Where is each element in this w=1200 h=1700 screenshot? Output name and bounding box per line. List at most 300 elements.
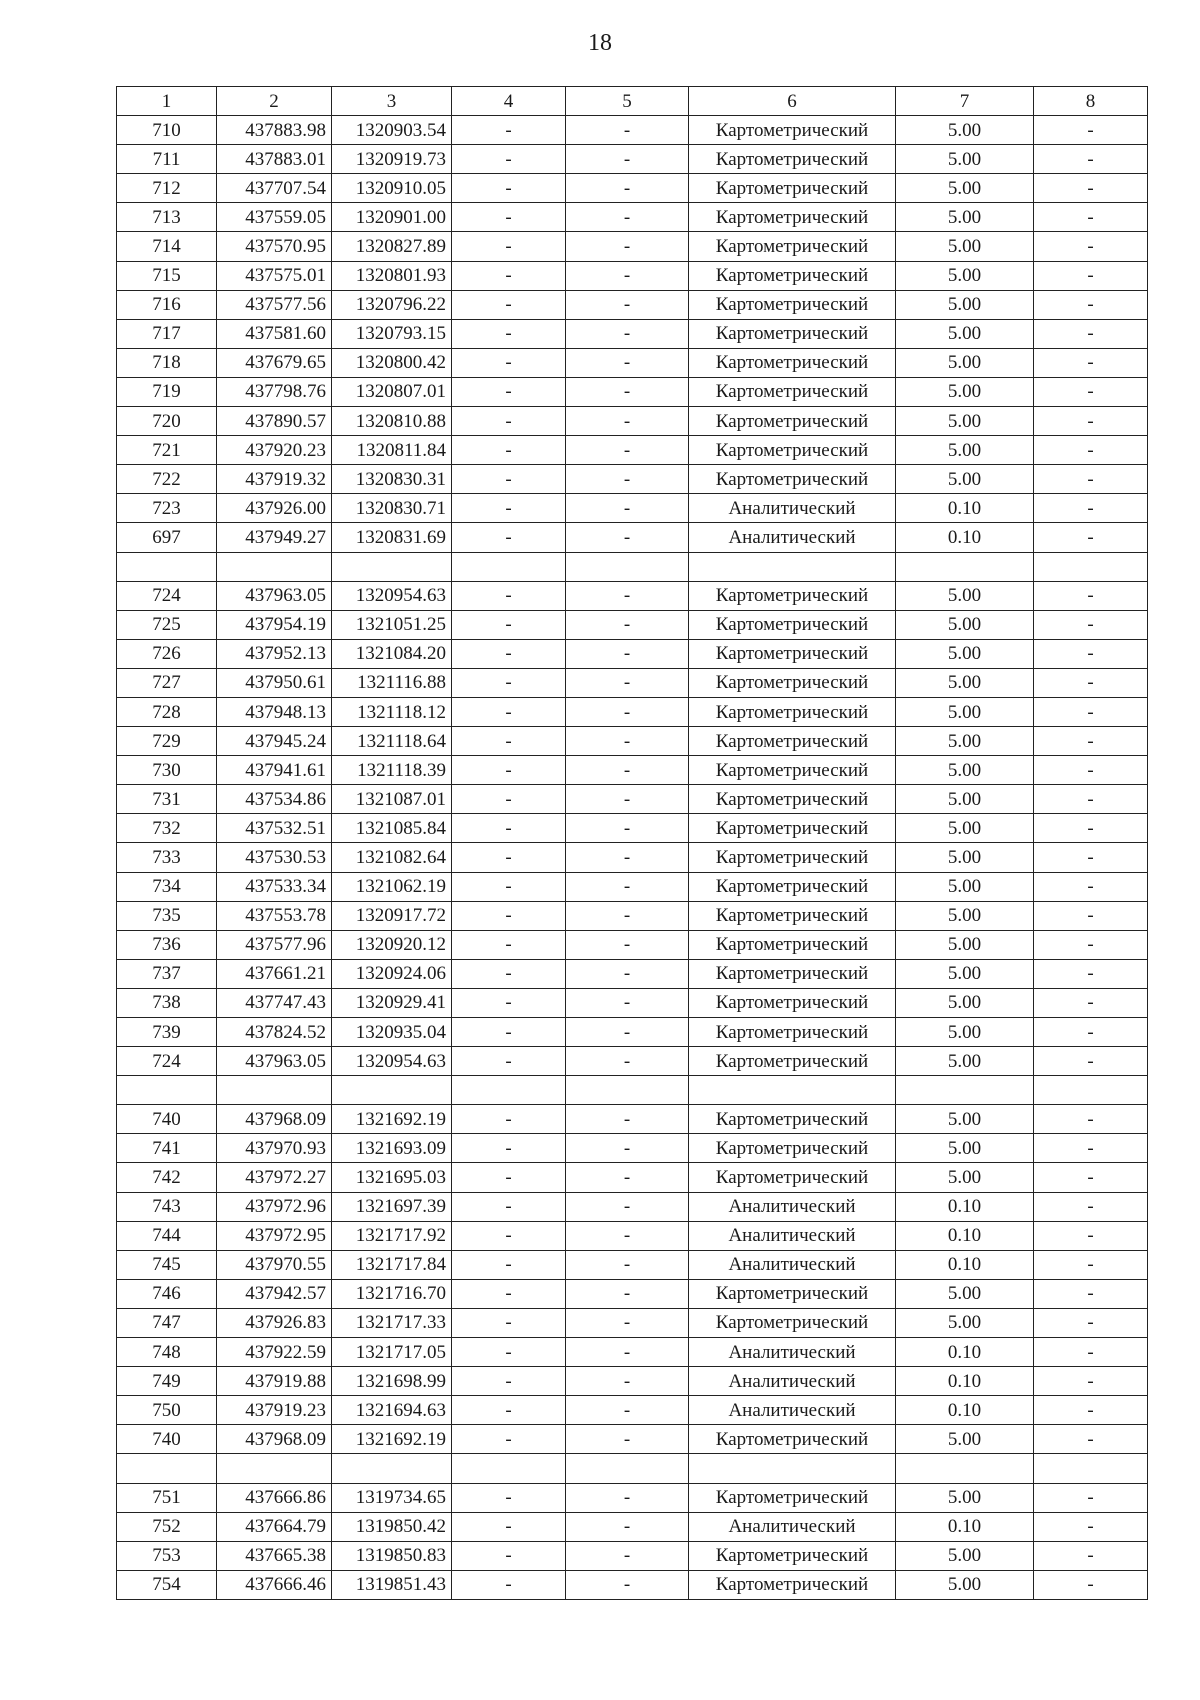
table-cell: -	[452, 1541, 566, 1570]
table-cell	[689, 1454, 896, 1483]
table-row	[117, 494, 1148, 523]
table-cell: -	[452, 1250, 566, 1279]
table-cell: -	[452, 261, 566, 290]
table-cell: -	[566, 756, 689, 785]
table-cell: Аналитический	[689, 494, 896, 523]
table-cell: 1321085.84	[332, 814, 452, 843]
table-cell: 437747.43	[217, 988, 332, 1017]
table-cell: -	[1034, 930, 1148, 959]
table-cell: -	[452, 436, 566, 465]
table-cell: 437920.23	[217, 436, 332, 465]
table-row	[117, 1338, 1148, 1367]
table-cell: -	[566, 1221, 689, 1250]
table-cell: 5.00	[896, 290, 1034, 319]
table-row	[117, 1396, 1148, 1425]
table-cell	[332, 1076, 452, 1105]
table-cell: 744	[117, 1221, 217, 1250]
table-cell: Картометрический	[689, 697, 896, 726]
table-cell: 437534.86	[217, 785, 332, 814]
table-cell: 736	[117, 930, 217, 959]
table-cell: 1321051.25	[332, 610, 452, 639]
table-cell: 735	[117, 901, 217, 930]
table-cell: 437666.86	[217, 1483, 332, 1512]
table-cell: -	[1034, 1425, 1148, 1454]
table-cell: 437530.53	[217, 843, 332, 872]
table-cell: -	[566, 116, 689, 145]
table-cell: 0.10	[896, 1221, 1034, 1250]
table-cell: -	[452, 232, 566, 261]
table-cell: 1320910.05	[332, 174, 452, 203]
table-cell: -	[566, 232, 689, 261]
table-row	[117, 1541, 1148, 1570]
table-cell: -	[1034, 1018, 1148, 1047]
table-cell: 728	[117, 697, 217, 726]
table-cell: -	[452, 1512, 566, 1541]
table-cell: 1320810.88	[332, 407, 452, 436]
table-cell: 729	[117, 727, 217, 756]
table-cell: 1320807.01	[332, 377, 452, 406]
table-cell: -	[566, 1134, 689, 1163]
table-cell: 5.00	[896, 1018, 1034, 1047]
table-cell: 0.10	[896, 494, 1034, 523]
table-cell: -	[566, 1367, 689, 1396]
table-cell: -	[566, 348, 689, 377]
table-cell: 437972.96	[217, 1192, 332, 1221]
table-cell: 437926.00	[217, 494, 332, 523]
table-cell: -	[1034, 319, 1148, 348]
table-row	[117, 901, 1148, 930]
table-cell: -	[452, 319, 566, 348]
table-cell: 740	[117, 1425, 217, 1454]
table-cell: 1320800.42	[332, 348, 452, 377]
table-cell: 1321082.64	[332, 843, 452, 872]
table-cell: 745	[117, 1250, 217, 1279]
table-cell: 5.00	[896, 610, 1034, 639]
table-cell	[332, 1454, 452, 1483]
table-cell: -	[452, 1279, 566, 1308]
table-cell: -	[566, 1250, 689, 1279]
table-row	[117, 988, 1148, 1017]
table-cell: -	[1034, 1047, 1148, 1076]
table-row	[117, 407, 1148, 436]
table-cell: -	[1034, 1367, 1148, 1396]
table-cell: 437970.55	[217, 1250, 332, 1279]
table-cell: 743	[117, 1192, 217, 1221]
table-row	[117, 145, 1148, 174]
table-cell: 437968.09	[217, 1425, 332, 1454]
table-cell	[566, 1076, 689, 1105]
table-row	[117, 610, 1148, 639]
table-cell: 715	[117, 261, 217, 290]
table-cell: 5.00	[896, 174, 1034, 203]
table-cell: -	[566, 1192, 689, 1221]
table-cell: -	[566, 407, 689, 436]
table-cell: -	[452, 174, 566, 203]
table-cell: 1321116.88	[332, 668, 452, 697]
table-cell	[896, 1076, 1034, 1105]
table-cell: -	[452, 1018, 566, 1047]
table-cell: 5.00	[896, 348, 1034, 377]
table-cell: 437798.76	[217, 377, 332, 406]
table-cell: 5.00	[896, 1134, 1034, 1163]
table-cell: 437577.56	[217, 290, 332, 319]
table-cell: 5.00	[896, 145, 1034, 174]
table-row	[117, 872, 1148, 901]
table-cell: Картометрический	[689, 1570, 896, 1599]
table-cell: Картометрический	[689, 1163, 896, 1192]
table-cell: Картометрический	[689, 377, 896, 406]
table-row	[117, 465, 1148, 494]
table-cell: Картометрический	[689, 872, 896, 901]
table-cell: Картометрический	[689, 145, 896, 174]
table-cell: 5.00	[896, 319, 1034, 348]
table-cell: -	[1034, 290, 1148, 319]
table-cell: -	[1034, 1192, 1148, 1221]
table-cell: Картометрический	[689, 319, 896, 348]
table-cell	[217, 1454, 332, 1483]
table-row	[117, 1047, 1148, 1076]
table-cell: -	[1034, 959, 1148, 988]
table-cell: -	[566, 668, 689, 697]
table-cell: Аналитический	[689, 1367, 896, 1396]
table-cell: -	[1034, 785, 1148, 814]
table-row	[117, 1367, 1148, 1396]
table-cell: 738	[117, 988, 217, 1017]
table-cell: 1319850.42	[332, 1512, 452, 1541]
table-cell: Картометрический	[689, 1425, 896, 1454]
table-cell: 722	[117, 465, 217, 494]
table-cell: 0.10	[896, 1396, 1034, 1425]
table-cell: -	[452, 639, 566, 668]
table-cell: 1321717.05	[332, 1338, 452, 1367]
table-cell	[217, 552, 332, 581]
table-cell: Аналитический	[689, 1192, 896, 1221]
table-cell: 0.10	[896, 523, 1034, 552]
table-cell: 1320917.72	[332, 901, 452, 930]
table-cell	[117, 552, 217, 581]
table-cell: 0.10	[896, 1367, 1034, 1396]
table-cell: -	[452, 1338, 566, 1367]
table-cell: 1321087.01	[332, 785, 452, 814]
table-cell: -	[452, 145, 566, 174]
table-cell: 5.00	[896, 407, 1034, 436]
table-cell: -	[452, 1047, 566, 1076]
table-cell: 1321694.63	[332, 1396, 452, 1425]
table-separator-row	[117, 1076, 1148, 1105]
table-cell: 437972.95	[217, 1221, 332, 1250]
table-cell: 437919.88	[217, 1367, 332, 1396]
table-cell: 737	[117, 959, 217, 988]
table-cell: 752	[117, 1512, 217, 1541]
table-row	[117, 959, 1148, 988]
table-cell: 437577.96	[217, 930, 332, 959]
table-body	[117, 116, 1148, 1600]
table-cell: Картометрический	[689, 465, 896, 494]
table-row	[117, 1512, 1148, 1541]
table-cell: -	[566, 1279, 689, 1308]
table-cell: -	[452, 727, 566, 756]
table-cell	[566, 1454, 689, 1483]
table-cell: 1320811.84	[332, 436, 452, 465]
table-cell	[689, 552, 896, 581]
table-cell: 5.00	[896, 668, 1034, 697]
table-cell: 5.00	[896, 465, 1034, 494]
table-cell: -	[566, 465, 689, 494]
table-cell: Картометрический	[689, 232, 896, 261]
table-cell: -	[452, 901, 566, 930]
table-row	[117, 1570, 1148, 1599]
table-cell: -	[566, 843, 689, 872]
table-cell: -	[452, 116, 566, 145]
table-cell: Аналитический	[689, 1221, 896, 1250]
table-cell: 437661.21	[217, 959, 332, 988]
table-cell: -	[1034, 203, 1148, 232]
table-cell: Картометрический	[689, 610, 896, 639]
table-cell: 1321062.19	[332, 872, 452, 901]
table-cell: -	[1034, 727, 1148, 756]
table-cell: -	[566, 436, 689, 465]
table-cell: 734	[117, 872, 217, 901]
table-cell: -	[1034, 1279, 1148, 1308]
table-cell: -	[452, 581, 566, 610]
table-cell: 5.00	[896, 1279, 1034, 1308]
table-cell	[452, 1076, 566, 1105]
table-cell: Картометрический	[689, 407, 896, 436]
table-cell: Картометрический	[689, 348, 896, 377]
table-cell: -	[1034, 668, 1148, 697]
table-cell: -	[566, 901, 689, 930]
table-cell: 1320903.54	[332, 116, 452, 145]
table-row	[117, 523, 1148, 552]
table-cell: Картометрический	[689, 668, 896, 697]
table-row	[117, 1250, 1148, 1279]
table-row	[117, 1483, 1148, 1512]
table-cell: -	[1034, 232, 1148, 261]
table-cell: -	[566, 145, 689, 174]
table-cell: 437972.27	[217, 1163, 332, 1192]
table-cell: 727	[117, 668, 217, 697]
column-header: 5	[566, 87, 689, 116]
table-row	[117, 1221, 1148, 1250]
table-cell: 437963.05	[217, 581, 332, 610]
table-cell: -	[566, 610, 689, 639]
table-cell: -	[566, 639, 689, 668]
table-cell: 1321697.39	[332, 1192, 452, 1221]
table-cell: -	[1034, 1483, 1148, 1512]
table-cell: -	[566, 290, 689, 319]
table-cell: Картометрический	[689, 727, 896, 756]
table-cell: Картометрический	[689, 581, 896, 610]
table-row	[117, 1425, 1148, 1454]
table-cell: 437950.61	[217, 668, 332, 697]
table-cell: 1321118.64	[332, 727, 452, 756]
table-header-row	[117, 87, 1148, 116]
table-cell: 437970.93	[217, 1134, 332, 1163]
table-cell	[1034, 1454, 1148, 1483]
table-cell: -	[452, 930, 566, 959]
table-row	[117, 348, 1148, 377]
table-cell: Картометрический	[689, 1308, 896, 1337]
table-row	[117, 290, 1148, 319]
table-row	[117, 1018, 1148, 1047]
table-cell: Аналитический	[689, 1338, 896, 1367]
table-cell: 1320954.63	[332, 1047, 452, 1076]
table-cell: 437707.54	[217, 174, 332, 203]
table-cell: 437948.13	[217, 697, 332, 726]
table-cell: -	[452, 1570, 566, 1599]
column-header: 8	[1034, 87, 1148, 116]
table-cell	[217, 1076, 332, 1105]
table-cell: 5.00	[896, 639, 1034, 668]
table-cell: Картометрический	[689, 174, 896, 203]
table-cell: -	[1034, 377, 1148, 406]
table-cell: 1321698.99	[332, 1367, 452, 1396]
table-cell: 749	[117, 1367, 217, 1396]
table-cell	[117, 1454, 217, 1483]
table-cell: 747	[117, 1308, 217, 1337]
table-cell: -	[452, 1105, 566, 1134]
table-cell: -	[452, 785, 566, 814]
table-cell: -	[566, 1483, 689, 1512]
table-cell: 5.00	[896, 756, 1034, 785]
table-cell: 741	[117, 1134, 217, 1163]
table-cell: -	[1034, 756, 1148, 785]
table-cell: 1321717.84	[332, 1250, 452, 1279]
table-cell: 1320924.06	[332, 959, 452, 988]
table-row	[117, 1192, 1148, 1221]
table-cell: -	[1034, 988, 1148, 1017]
table-cell: -	[566, 727, 689, 756]
table-cell: 437922.59	[217, 1338, 332, 1367]
table-cell: 1320954.63	[332, 581, 452, 610]
table-cell: -	[1034, 1134, 1148, 1163]
table-cell: 437963.05	[217, 1047, 332, 1076]
table-cell: -	[452, 756, 566, 785]
table-row	[117, 639, 1148, 668]
table-row	[117, 1105, 1148, 1134]
table-cell: -	[1034, 843, 1148, 872]
table-cell: -	[1034, 1570, 1148, 1599]
table-cell: 1321084.20	[332, 639, 452, 668]
table-cell: -	[566, 930, 689, 959]
table-cell: 437570.95	[217, 232, 332, 261]
table-cell: 742	[117, 1163, 217, 1192]
table-cell: -	[566, 1425, 689, 1454]
table-cell: 437926.83	[217, 1308, 332, 1337]
table-cell: -	[566, 1512, 689, 1541]
table-cell: 437665.38	[217, 1541, 332, 1570]
table-cell: -	[452, 959, 566, 988]
table-cell: -	[566, 319, 689, 348]
table-cell: 740	[117, 1105, 217, 1134]
table-cell: 0.10	[896, 1250, 1034, 1279]
table-cell: -	[1034, 639, 1148, 668]
table-cell: -	[1034, 581, 1148, 610]
table-row	[117, 377, 1148, 406]
table-cell: -	[1034, 1250, 1148, 1279]
table-cell: 723	[117, 494, 217, 523]
table-cell: -	[452, 1396, 566, 1425]
table-cell: 437824.52	[217, 1018, 332, 1047]
table-cell: 437968.09	[217, 1105, 332, 1134]
table-cell: 1320920.12	[332, 930, 452, 959]
table-cell: -	[566, 697, 689, 726]
table-cell: 721	[117, 436, 217, 465]
table-cell: -	[1034, 814, 1148, 843]
table-cell: 5.00	[896, 261, 1034, 290]
table-cell: 746	[117, 1279, 217, 1308]
table-cell: 1320831.69	[332, 523, 452, 552]
table-cell: 1321716.70	[332, 1279, 452, 1308]
table-cell: 0.10	[896, 1512, 1034, 1541]
table-cell: 719	[117, 377, 217, 406]
table-cell: -	[1034, 697, 1148, 726]
table-cell: -	[566, 203, 689, 232]
table-cell: -	[1034, 523, 1148, 552]
table-cell: -	[1034, 872, 1148, 901]
table-cell: -	[566, 1047, 689, 1076]
table-cell: Картометрический	[689, 930, 896, 959]
table-cell: -	[1034, 494, 1148, 523]
table-cell: -	[452, 1308, 566, 1337]
table-cell: 1320793.15	[332, 319, 452, 348]
table-cell: -	[566, 494, 689, 523]
table-cell: 1320919.73	[332, 145, 452, 174]
table-cell: 1320827.89	[332, 232, 452, 261]
table-cell: 717	[117, 319, 217, 348]
table-cell: -	[1034, 145, 1148, 174]
table-cell: 437575.01	[217, 261, 332, 290]
table-row	[117, 1308, 1148, 1337]
table-cell: Картометрический	[689, 843, 896, 872]
table-row	[117, 930, 1148, 959]
table-cell: 5.00	[896, 1047, 1034, 1076]
table-cell: -	[566, 1396, 689, 1425]
table-cell: Картометрический	[689, 290, 896, 319]
table-cell	[1034, 1076, 1148, 1105]
table-cell: 437559.05	[217, 203, 332, 232]
table-cell: 712	[117, 174, 217, 203]
table-cell: Картометрический	[689, 959, 896, 988]
table-cell: Картометрический	[689, 756, 896, 785]
table-cell: 731	[117, 785, 217, 814]
column-header: 1	[117, 87, 217, 116]
table-cell: 720	[117, 407, 217, 436]
table-row	[117, 116, 1148, 145]
table-cell: 1319734.65	[332, 1483, 452, 1512]
table-row	[117, 843, 1148, 872]
table-row	[117, 1134, 1148, 1163]
table-cell: 437679.65	[217, 348, 332, 377]
table-cell: -	[566, 1338, 689, 1367]
table-cell: -	[566, 1018, 689, 1047]
table-cell: 1321118.39	[332, 756, 452, 785]
table-cell: 713	[117, 203, 217, 232]
table-cell: 1321118.12	[332, 697, 452, 726]
table-cell: -	[452, 290, 566, 319]
table-cell: 5.00	[896, 727, 1034, 756]
table-cell: 1321695.03	[332, 1163, 452, 1192]
table-cell: 711	[117, 145, 217, 174]
table-cell: Картометрический	[689, 1105, 896, 1134]
table-cell: 1319851.43	[332, 1570, 452, 1599]
table-separator-row	[117, 1454, 1148, 1483]
table-cell: 754	[117, 1570, 217, 1599]
table-cell: 437664.79	[217, 1512, 332, 1541]
table-cell: 1320796.22	[332, 290, 452, 319]
table-cell	[566, 552, 689, 581]
table-cell: 437941.61	[217, 756, 332, 785]
